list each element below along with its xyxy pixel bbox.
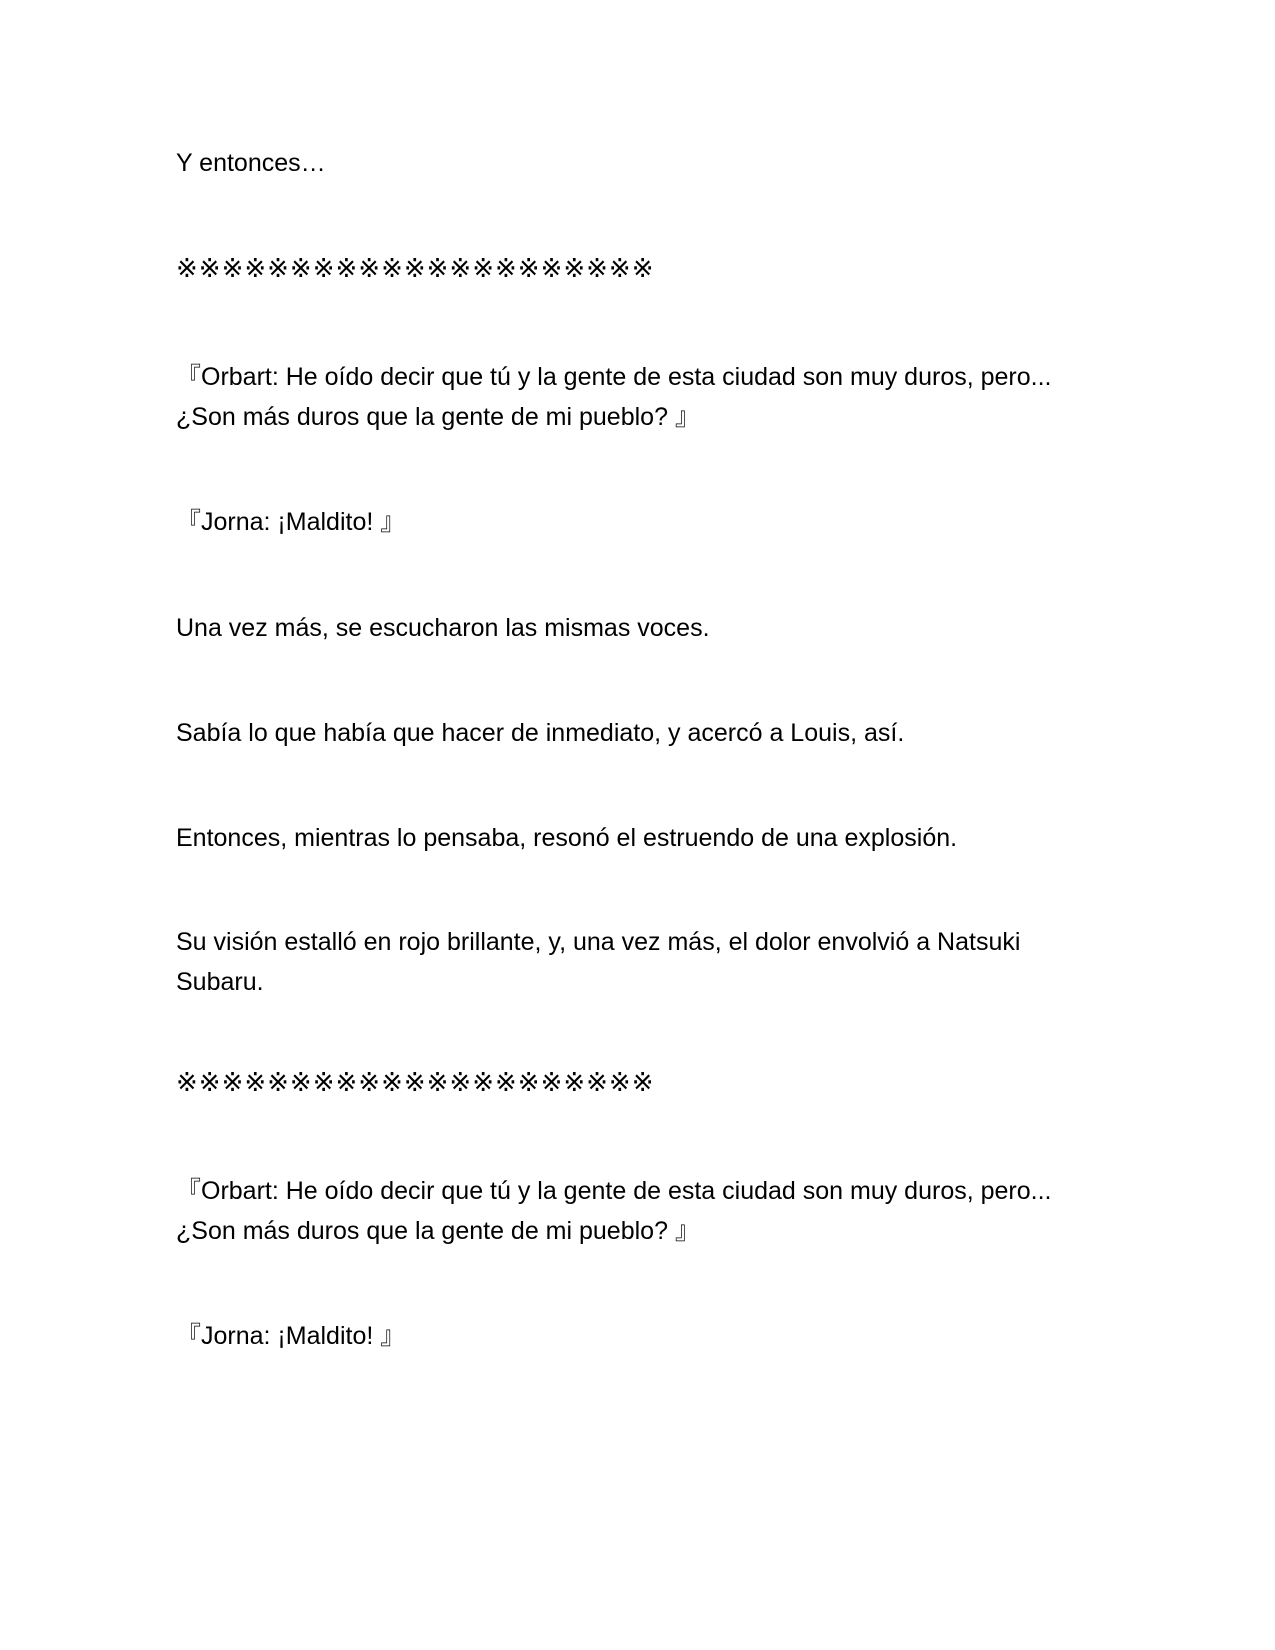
dialogue-jorna: 『Jorna: ¡Maldito! 』: [176, 508, 406, 536]
dialogue-jorna: 『Jorna: ¡Maldito! 』: [176, 1322, 406, 1350]
paragraph-narration: Sabía lo que había que hacer de inmediato, y acercó a Louis, así.: [176, 719, 905, 747]
scene-separator: ※※※※※※※※※※※※※※※※※※※※※: [176, 254, 655, 284]
paragraph-intro: Y entonces…: [176, 149, 326, 177]
paragraph-narration: Entonces, mientras lo pensaba, resonó el estruendo de una explosión.: [176, 824, 958, 852]
paragraph-narration: Una vez más, se escucharon las mismas voces.: [176, 614, 710, 642]
paragraph-narration: Su visión estalló en rojo brillante, y, una vez más, el dolor envolvió a Natsuki Subaru.: [176, 928, 1021, 996]
scene-separator: ※※※※※※※※※※※※※※※※※※※※※: [176, 1068, 655, 1098]
dialogue-orbart: 『Orbart: He oído decir que tú y la gente de esta ciudad son muy duros, pero... ¿Son más duros que la gente de mi pueblo? 』: [176, 363, 1052, 431]
dialogue-orbart: 『Orbart: He oído decir que tú y la gente de esta ciudad son muy duros, pero... ¿Son más duros que la gente de mi pueblo? 』: [176, 1177, 1052, 1245]
